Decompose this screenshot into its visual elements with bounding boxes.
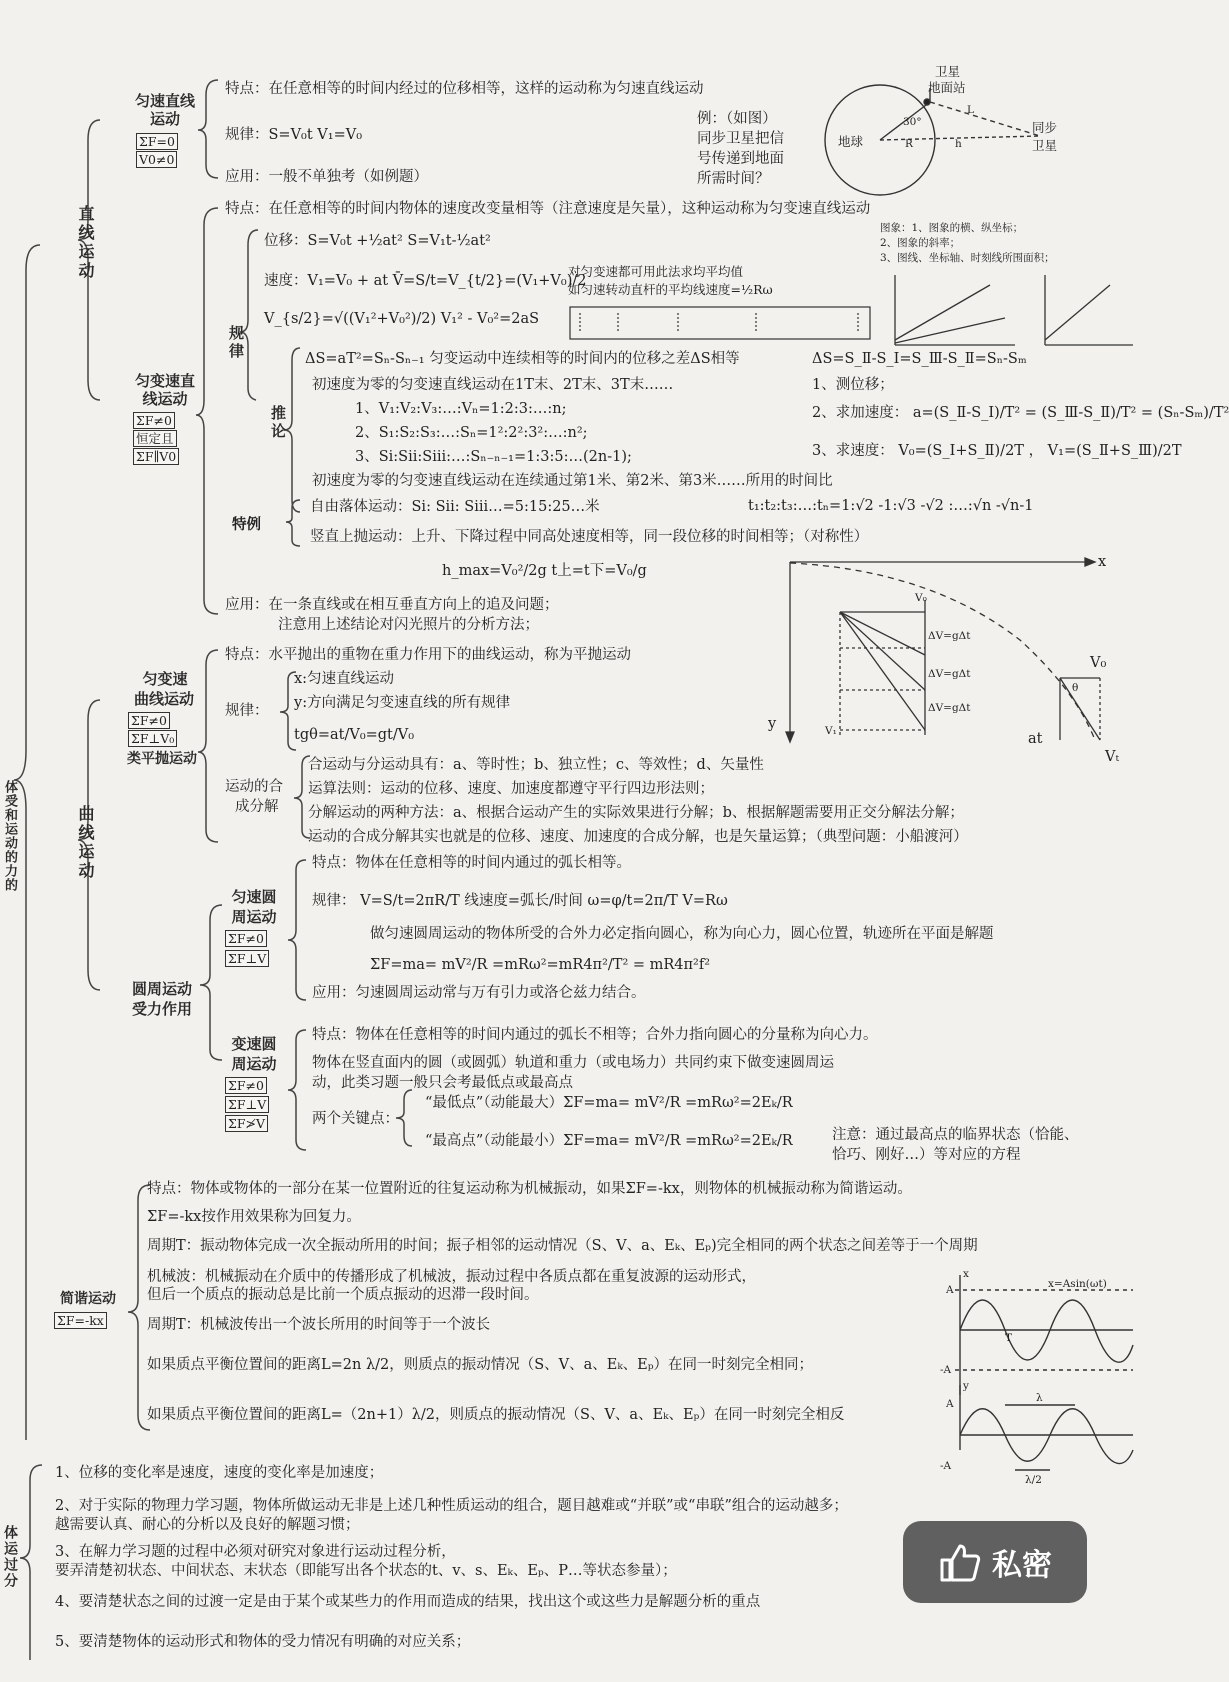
proj-law2: y:方向满足匀变速直线的所有规律 (294, 695, 511, 711)
vibration-cond: ΣF=-kx (54, 1312, 107, 1329)
ucirc-name2: 周运动 (231, 908, 277, 926)
bottom-note-2: 2、对于实际的物理力学习题，物体所做运动无非是上述几种性质运动的组合，题目越难或“并联”或“串联”组合的运动越多； (55, 1498, 848, 1514)
bottom-note-1: 1、位移的变化率是速度，速度的变化率是加速度； (55, 1465, 384, 1481)
fig-earth: 地球 (838, 134, 864, 149)
uniform-cond2: V0≠0 (136, 151, 177, 168)
left-vertical-title: 体受和运动的力的 (2, 780, 17, 892)
fig-sync1: 同步 (1032, 120, 1058, 135)
vib-l8: 如果质点平衡位置间的距离L=（2n+1）λ/2，则质点的振动情况（S、V、a、Eₖ、Eₚ）在同一时刻完全相反 (147, 1407, 845, 1423)
vib-l5: 但后一个质点的振动总是比前一个质点振动的迟滞一段时间。 (147, 1287, 539, 1303)
vcirc-note2: 恰巧、刚好…）等对应的方程 (832, 1147, 1021, 1163)
graph-note2: 2、图象的斜率； (880, 237, 961, 249)
vib-l2: ΣF=-kx按作用效果称为回复力。 (147, 1209, 361, 1225)
vcirc-desc1: 物体在竖直面内的圆（或圆弧）轨道和重力（或电场力）共同约束下做变速圆周运 (312, 1055, 834, 1071)
vib-l6: 周期T：机械波传出一个波长所用的时间等于一个波长 (147, 1317, 491, 1333)
rule-label: 规律 (227, 325, 245, 361)
proj-feature: 特点：水平抛出的重物在重力作用下的曲线运动，称为平抛运动 (225, 647, 631, 663)
example-line-2: 同步卫星把信 (697, 131, 784, 147)
thumbs-up-icon (938, 1542, 980, 1582)
wave1-mA: -A (940, 1364, 952, 1376)
graphs-st-vt (895, 275, 1133, 345)
proj-law1: x:匀速直线运动 (294, 671, 395, 687)
proj-fig-v0: V₀ (915, 592, 927, 604)
wave2-y: y (963, 1380, 969, 1392)
example-line-4: 所需时间？ (697, 171, 770, 187)
fig-satellite: 卫星 (935, 64, 961, 79)
wave1-T: T (1005, 1332, 1013, 1344)
accel-feature: 特点：在任意相等的时间内物体的速度改变量相等（注意速度是矢量），这种运动称为匀变速直线运动 (225, 201, 871, 217)
proj-fig-theta: θ (1072, 682, 1079, 694)
avg-note2: 如匀速转动直杆的平均线速度=½Rω (568, 282, 773, 297)
fig-station: 地面站 (928, 80, 966, 95)
graph-note3: 3、图线、坐标轴、时刻线所围面积； (880, 252, 1055, 264)
proj-name3: 类平抛运动 (127, 751, 197, 767)
curve-motion-label: 曲线运动 (76, 805, 95, 881)
vcirc-key: 两个关键点： (312, 1111, 399, 1127)
line-motion-label: 直线运动 (76, 205, 95, 281)
infer-label: 推论 (269, 405, 287, 441)
proj-fig-v0b: V₀ (1090, 655, 1107, 671)
wave2-A: A (946, 1398, 954, 1410)
accel-cond1: ΣF≠0 (133, 412, 175, 429)
proj-fig-dv2: ΔV=gΔt (928, 668, 971, 680)
inf4: 2、S₁:S₂:S₃:…:Sₙ=1²:2²:3²:…:n²; (355, 425, 588, 441)
ucirc-force: 做匀速圆周运动的物体所受的合外力必定指向圆心，称为向心力，圆心位置，轨迹所在平面是解题 (370, 926, 994, 942)
fig-sync2: 卫星 (1032, 138, 1058, 153)
proj-cond2: ΣF⊥V₀ (128, 730, 177, 747)
inf6-right: t₁:t₂:t₃:…:tₙ=1:√2 -1:√3 -√2 :…:√n -√n-1 (748, 498, 1034, 514)
vib-l4: 机械波：机械振动在介质中的传播形成了机械波，振动过程中各质点都在重复波源的运动形式， (147, 1269, 756, 1285)
graph-note1: 图象：1、图象的横、纵坐标； (880, 222, 1024, 234)
wave2-lam: λ (1036, 1392, 1043, 1404)
vib-l1: 特点：物体或物体的一部分在某一位置附近的往复运动称为机械振动，如果ΣF=-kx，则物体的机械振动称为简谐运动。 (147, 1181, 912, 1197)
meas1: 1、测位移； (812, 377, 894, 393)
accel-disp: 位移：S=V₀t +½at² S=V₁t-½at² (264, 233, 491, 249)
proj-law-label: 规律： (225, 703, 269, 719)
proj-cond1: ΣF≠0 (128, 712, 170, 729)
private-button[interactable] (903, 1521, 1087, 1603)
bottom-note-4: 4、要清楚状态之间的过渡一定是由于某个或某些力的作用而造成的结果，找出这个或这些力是解题分析的重点 (55, 1594, 761, 1610)
fig-R: R (905, 138, 913, 150)
comp4: 运动的合成分解其实也就是的位移、速度、加速度的合成分解，也是矢量运算；（典型问题：小船渡河） (308, 829, 968, 845)
special-label: 特例 (232, 516, 261, 533)
vcirc-cond1: ΣF≠0 (225, 1077, 267, 1094)
fig-h: h (955, 138, 962, 150)
proj-fig-v1: V₁ (825, 725, 837, 737)
inf2: 初速度为零的匀变速直线运动在1T末、2T末、3T末…… (312, 377, 674, 393)
ucirc-cond2: ΣF⊥V (225, 950, 269, 967)
vib-l3: 周期T：振动物体完成一次全振动所用的时间；振子相邻的运动情况（S、V、a、Eₖ、Eₚ)完全相同的两个状态之间差等于一个周期 (147, 1238, 978, 1254)
bottom-note-3b: 要弄清楚初状态、中间状态、末状态（即能写出各个状态的t、v、s、Eₖ、Eₚ、P…等状态参量）； (55, 1563, 677, 1579)
example-line-3: 号传递到地面 (697, 151, 784, 167)
accel-mid: V_{s/2}=√((V₁²+V₀²)/2) V₁² - V₀²=2aS (264, 311, 540, 327)
uniform-cond1: ΣF=0 (136, 133, 178, 150)
app2: 注意用上述结论对闪光照片的分析方法； (278, 617, 539, 633)
proj-fig-dv3: ΔV=gΔt (928, 702, 971, 714)
proj-fig-x: x (1098, 554, 1107, 570)
circular-label2: 受力作用 (131, 1000, 192, 1018)
vcirc-note1: 注意：通过最高点的临界状态（恰能、 (832, 1127, 1079, 1143)
meas3: 3、求速度： V₀=(S_Ⅰ+S_Ⅱ)/2T ， V₁=(S_Ⅱ+S_Ⅲ)/2T (812, 443, 1182, 459)
meas2: 2、求加速度： a=(S_Ⅱ-S_Ⅰ)/T² = (S_Ⅲ-S_Ⅱ)/T² = (Sₙ-Sₘ)/T² (812, 405, 1229, 421)
bottom-label: 体运过分 (2, 1525, 18, 1589)
uniform-application: 应用：一般不单独考（如例题） (225, 169, 428, 185)
vcirc-cond2: ΣF⊥V (225, 1096, 269, 1113)
accel-cond3: ΣF∥V0 (133, 448, 179, 465)
uniform-law: 规律：S=V₀t V₁=V₀ (225, 127, 363, 143)
inf1: ΔS=aT²=Sₙ-Sₙ₋₁ 匀变运动中连续相等的时间内的位移之差ΔS相等 (305, 351, 740, 367)
bottom-note-3: 3、在解力学习题的过程中必须对研究对象进行运动过程分析， (55, 1544, 456, 1560)
vcirc-high: “最高点”（动能最小）ΣF=ma= mV²/R =mRω²=2Eₖ/R (425, 1133, 793, 1149)
accel-vel: 速度：V₁=V₀ + at V̄=S/t=V_{t/2}=(V₁+V₀)/2 (264, 273, 587, 289)
ucirc-formula: ΣF=ma= mV²/R =mRω²=mR4π²/T² = mR4π²f² (370, 957, 711, 973)
proj-fig-at: at (1028, 731, 1043, 747)
comp3: 分解运动的两种方法：a、根据合运动产生的实际效果进行分解；b、根据解题需要用正交分解法分解； (308, 805, 964, 821)
ucirc-law: 规律： V=S/t=2πR/T 线速度=弧长/时间 ω=φ/t=2π/T V=Rω (312, 893, 728, 909)
wave-figures (955, 1275, 1133, 1470)
accel-cond2: 恒定且 (133, 430, 177, 447)
vcirc-name1: 变速圆 (231, 1035, 277, 1053)
example-line-1: 例：（如图） (697, 111, 777, 127)
vibration-name: 简谐运动 (60, 1291, 116, 1307)
fig-angle: 30° (903, 116, 922, 128)
proj-name1: 匀变速 (142, 670, 188, 688)
vcirc-low: “最低点”（动能最大）ΣF=ma= mV²/R =mRω²=2Eₖ/R (425, 1095, 793, 1111)
wave1-eq: x=Asin(ωt) (1048, 1278, 1107, 1290)
ucirc-name1: 匀速圆 (231, 888, 277, 906)
uniform-feature: 特点：在任意相等的时间内经过的位移相等，这样的运动称为匀速直线运动 (225, 81, 704, 97)
private-button-label: 私密 (992, 1548, 1052, 1583)
wave1-A: A (946, 1284, 954, 1296)
comp-label2: 成分解 (235, 799, 279, 815)
sp3: h_max=V₀²/2g t上=t下=V₀/g (442, 563, 647, 579)
vcirc-desc2: 动，此类习题一般只会考最低点或最高点 (312, 1075, 573, 1091)
inf6: 初速度为零的匀变速直线运动在连续通过第1米、第2米、第3米……所用的时间比 (312, 473, 833, 489)
ucirc-cond1: ΣF≠0 (225, 930, 267, 947)
vcirc-name2: 周运动 (231, 1055, 277, 1073)
wave2-halflam: λ/2 (1025, 1474, 1042, 1486)
inf5: 3、Sⅰ:Sⅱ:Sⅲ:…:Sₙ₋ₙ₋₁=1:3:5:…(2n-1); (355, 449, 632, 465)
app1: 应用：在一条直线或在相互垂直方向上的追及问题； (225, 597, 559, 613)
sp1: 自由落体运动：Sⅰ: Sⅱ: Sⅲ…=5:15:25…米 (310, 499, 600, 515)
avg-note1: 对匀变速都可用此法求均平均值 (568, 264, 744, 279)
inf1-right: ΔS=S_Ⅱ-S_Ⅰ=S_Ⅲ-S_Ⅱ=Sₙ-Sₘ (812, 351, 1027, 367)
wave1-x: x (963, 1268, 969, 1280)
comp-label1: 运动的合 (225, 779, 283, 795)
sp2: 竖直上抛运动：上升、下降过程中同高处速度相等，同一段位移的时间相等；（对称性） (310, 529, 869, 545)
comp1: 合运动与分运动具有：a、等时性；b、独立性；c、等效性；d、矢量性 (308, 757, 764, 773)
bottom-note-5: 5、要清楚物体的运动形式和物体的受力情况有明确的对应关系； (55, 1634, 471, 1650)
vib-l7: 如果质点平衡位置间的距离L=2n λ/2，则质点的振动情况（S、V、a、Eₖ、Eₚ）在同一时刻完全相同； (147, 1357, 814, 1373)
circular-label1: 圆周运动 (131, 980, 192, 998)
wave2-mA: -A (940, 1460, 952, 1472)
proj-fig-dv1: ΔV=gΔt (928, 630, 971, 642)
vcirc-feature: 特点：物体在任意相等的时间内通过的弧长不相等；合外力指向圆心的分量称为向心力。 (312, 1027, 878, 1043)
fig-L: L (967, 104, 974, 116)
inf3: 1、V₁:V₂:V₃:…:Vₙ=1:2:3:…:n; (355, 401, 567, 417)
proj-name2: 曲线运动 (133, 690, 194, 708)
proj-fig-vtb: Vₜ (1105, 749, 1120, 765)
proj-fig-y: y (768, 716, 777, 732)
vcirc-cond3: ΣF≯V (225, 1115, 268, 1132)
comp2: 运算法则：运动的位移、速度、加速度都遵守平行四边形法则； (308, 781, 714, 797)
ucirc-feature: 特点：物体在任意相等的时间内通过的弧长相等。 (312, 855, 631, 871)
proj-law3: tgθ=at/V₀=gt/V₀ (294, 727, 415, 743)
uniform-name: 匀速直线运动 (134, 92, 195, 128)
bottom-note-2b: 越需要认真、耐心的分析以及良好的解题习惯； (55, 1517, 360, 1533)
accel-name: 匀变速直线运动 (134, 372, 195, 408)
ucirc-app: 应用：匀速圆周运动常与万有引力或洛仑兹力结合。 (312, 985, 646, 1001)
